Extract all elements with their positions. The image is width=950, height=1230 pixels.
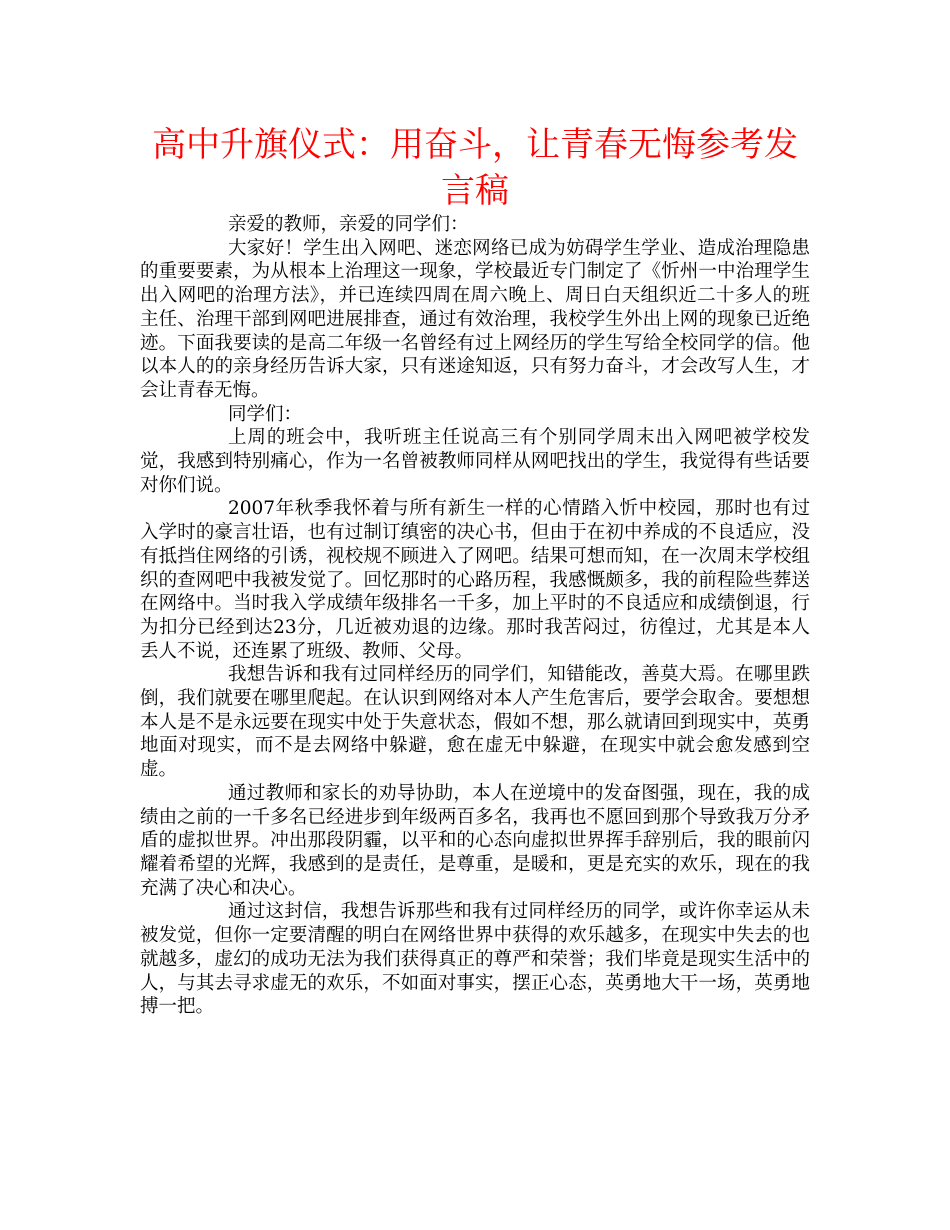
- document-body: [140, 213, 810, 1019]
- document-title: 高中升旗仪式：用奋斗，让青春无悔参考发言稿: [152, 125, 798, 211]
- paragraph-2: 2007年秋季我怀着与所有新生一样的心情踏入忻中校园，那时也有过入学时的豪言壮语，也有过制订缜密的决心书，但由于在初中养成的不良适应，没有抵挡住网络的引诱，视校规不顾进入了网吧。结果可想而知，在一次周末学校组织的查网吧中我被发觉了。回忆那时的心路历程，我感慨颇多，我的前程险些葬送在网络中。当时我入学成绩年级排名一千多，加上平时的不良适应和成绩倒退，行为扣分已经到达23分，几近被劝退的边缘。那时我苦闷过，彷徨过，尤其是本人丢人不说，还连累了班级、教师、父母。: [140, 498, 810, 662]
- paragraph-4: 通过教师和家长的劝导协助，本人在逆境中的发奋图强，现在，我的成绩由之前的一千多名已经进步到年级两百多名，我再也不愿回到那个导致我万分矛盾的虚拟世界。冲出那段阴霾，以平和的心态向虚拟世界挥手辞别后，我的眼前闪耀着希望的光辉，我感到的是责任，是尊重，是暖和，更是充实的欢乐，现在的我充满了决心和决心。: [140, 782, 810, 899]
- paragraph-3: 我想告诉和我有过同样经历的同学们，知错能改，善莫大焉。在哪里跌倒，我们就要在哪里爬起。在认识到网络对本人产生危害后，要学会取舍。要想想本人是不是永远要在现实中处于失意状态，假如不想，那么就请回到现实中，英勇地面对现实，而不是去网络中躲避，愈在虚无中躲避，在现实中就会愈发感到空虚。: [140, 664, 810, 781]
- salutation: 亲爱的教师，亲爱的同学们：: [228, 214, 469, 235]
- paragraph-1: 上周的班会中，我听班主任说高三有个别同学周末出入网吧被学校发觉，我感到特别痛心，作为一名曾被教师同样从网吧找出的学生，我觉得有些话要对你们说。: [140, 427, 810, 496]
- paragraph-5: 通过这封信，我想告诉那些和我有过同样经历的同学，或许你幸运从未被发觉，但你一定要清醒的明白在网络世界中获得的欢乐越多，在现实中失去的也就越多，虚幻的成功无法为我们获得真正的尊严和荣誉；我们毕竟是现实生活中的人，与其去寻求虚无的欢乐，不如面对事实，摆正心态，英勇地大干一场，英勇地搏一把。: [140, 901, 810, 1018]
- paragraph-intro: 大家好！学生出入网吧、迷恋网络已成为妨碍学生学业、造成治理隐患的重要要素，为从根本上治理这一现象，学校最近专门制定了《忻州一中治理学生出入网吧的治理方法》，并已连续四周在周六晚上、周日白天组织近二十多人的班主任、治理干部到网吧进展排查，通过有效治理，我校学生外出上网的现象已近绝迹。下面我要读的是高二年级一名曾经有过上网经历的学生写给全校同学的信。他以本人的的亲身经历告诉大家，只有迷途知返，只有努力奋斗，才会改写人生，才会让青春无悔。: [140, 237, 810, 401]
- letter-salutation: 同学们：: [228, 403, 303, 425]
